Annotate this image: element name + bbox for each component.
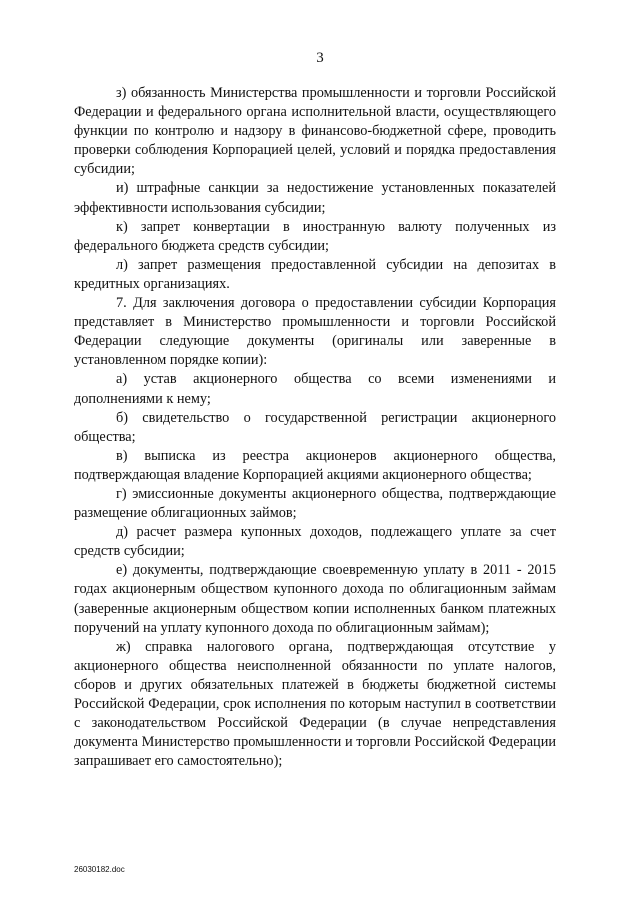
item-b: б) свидетельство о государственной регистрации акционерного общества; [74,409,556,445]
item-v: в) выписка из реестра акционеров акционерного общества, подтверждающая владение Корпорацией акциями акционерного общества; [74,447,556,483]
file-name-footer: 26030182.doc [74,865,125,874]
item-a: а) устав акционерного общества со всеми изменениями и дополнениями к нему; [74,371,556,407]
item-d: д) расчет размера купонных доходов, подлежащего уплате за счет средств субсидии; [74,524,556,560]
page-number: 3 [316,50,324,66]
item-e: е) документы, подтверждающие своевременную уплату в 2011 - 2015 годах акционерным обществом купонного дохода по облигационным займам (заверенные акционерным обществом копии исполненных банком платежных поручений на уплату купонного дохода по облигационным займам); [74,562,556,636]
item-g: г) эмиссионные документы акционерного общества, подтверждающие размещение облигационных займов; [74,485,556,522]
clause-k: к) запрет конвертации в иностранную валюту полученных из федерального бюджета средств субсидии; [74,218,556,254]
section-7: 7. Для заключения договора о предоставлении субсидии Корпорация представляет в Министерство промышленности и торговли Российской Федерации следующие документы (оригиналы или заверенные в установленном порядке копии): [74,295,556,369]
clause-z: з) обязанность Министерства промышленности и торговли Российской Федерации и федерального органа исполнительной власти, осуществляющего функции по контролю и надзору в финансово-бюджетной сфере, проводить проверки соблюдения Корпорацией целей, условий и порядка предоставления субсидии; [74,85,556,178]
item-zh: ж) справка налогового органа, подтверждающая отсутствие у акционерного общества неисполненной обязанности по уплате налогов, сборов и других обязательных платежей в бюджеты бюджетной системы Российской Федерации, срок исполнения по которым наступил в соответствии с законодательством Российской Федерации (в случае непредставления документа Министерство промышленности и торговли Российской Федерации запрашивает его самостоятельно); [74,638,556,770]
document-body [74,84,556,771]
clause-i: и) штрафные санкции за недостижение установленных показателей эффективности использования субсидии; [74,180,556,216]
clause-l: л) запрет размещения предоставленной субсидии на депозитах в кредитных организациях. [74,256,556,292]
